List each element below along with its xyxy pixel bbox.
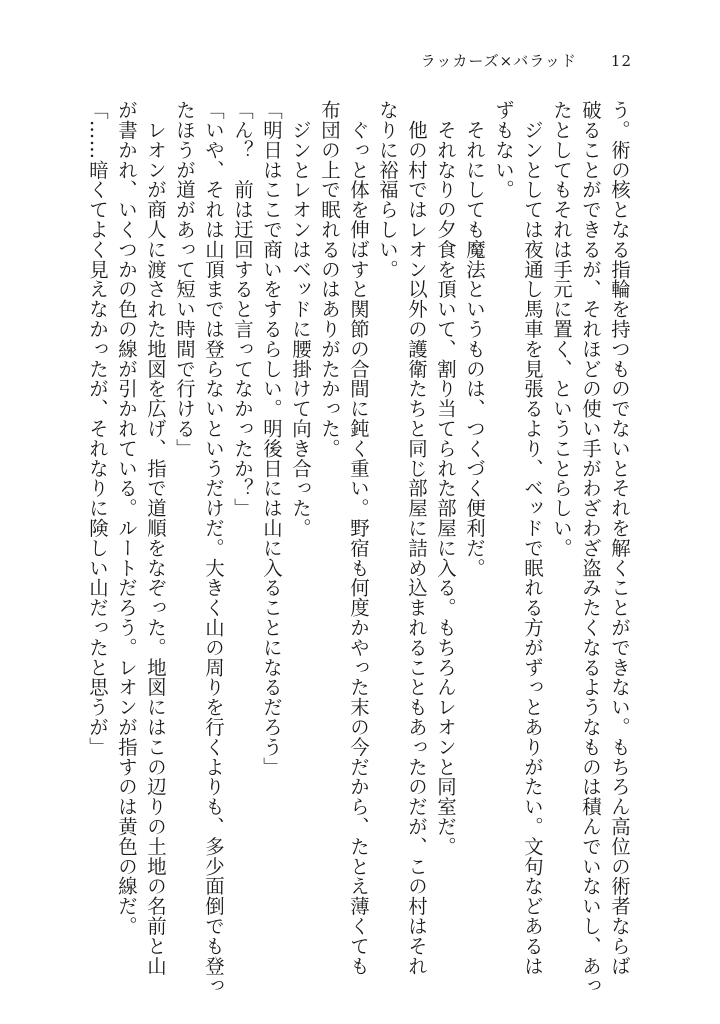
text-line: 「……暗くてよく見えなかったが、それなりに険しい山だったと思うが」 (86, 100, 109, 757)
text-line: それなりの夕食を頂いて、割り当てられた部屋に入る。もちろんレオンと同室だ。 (434, 100, 457, 857)
text-line: が書かれ、いくつかの色の線が引かれている。ルートだろう。レオンが指すのは黄色の線だ。 (115, 100, 138, 936)
page-number: 12 (610, 52, 632, 70)
text-line: なりに裕福らしい。 (376, 100, 399, 280)
body-text (74, 100, 634, 996)
text-line: ジンとしては夜通し馬車を見張るより、ベッドで眠れる方がずっとありがたい。文句などあるは (521, 100, 544, 976)
text-line: 「いや、それは山頂までは登らないというだけだ。大きく山の周りを行くよりも、多少面倒でも登っ (202, 100, 225, 996)
text-line: ジンとレオンはベッドに腰掛けて向き合った。 (289, 100, 312, 538)
text-line: レオンが商人に渡された地図を広げ、指で道順をなぞった。地図にはこの辺りの土地の名前と山 (144, 100, 167, 976)
text-line: ぐっと体を伸ばすと関節の合間に鈍く重い。野宿も何度かやった末の今だから、たとえ薄くても (347, 100, 370, 976)
text-line: 他の村ではレオン以外の護衛たちと同じ部屋に詰め込まれることもあったのだが、この村はそれ (405, 100, 428, 976)
text-line: う。術の核となる指輪を持つものでないとそれを解くことができない。もちろん高位の術者ならば (608, 100, 631, 976)
text-line: ずもない。 (492, 100, 515, 200)
text-line: 破ることができるが、それほどの使い手がわざわざ盗みたくなるようなものは積んでいないし、あっ (579, 100, 602, 996)
running-title: ラッカーズ×バラッド (420, 52, 577, 70)
text-line: たほうが道があって短い時間で行ける」 (173, 100, 196, 459)
text-line: 「ん？ 前は迂回すると言ってなかったか？」 (231, 100, 254, 518)
text-line: それにしても魔法というものは、つくづく便利だ。 (463, 100, 486, 578)
page-header (421, 50, 632, 71)
text-line: 「明日はここで商いをするらしい。明後日には山に入ることになるだろう」 (260, 100, 283, 777)
text-line: 布団の上で眠れるのはありがたかった。 (318, 100, 341, 459)
text-line: たとしてもそれは手元に置く、ということらしい。 (550, 100, 573, 558)
